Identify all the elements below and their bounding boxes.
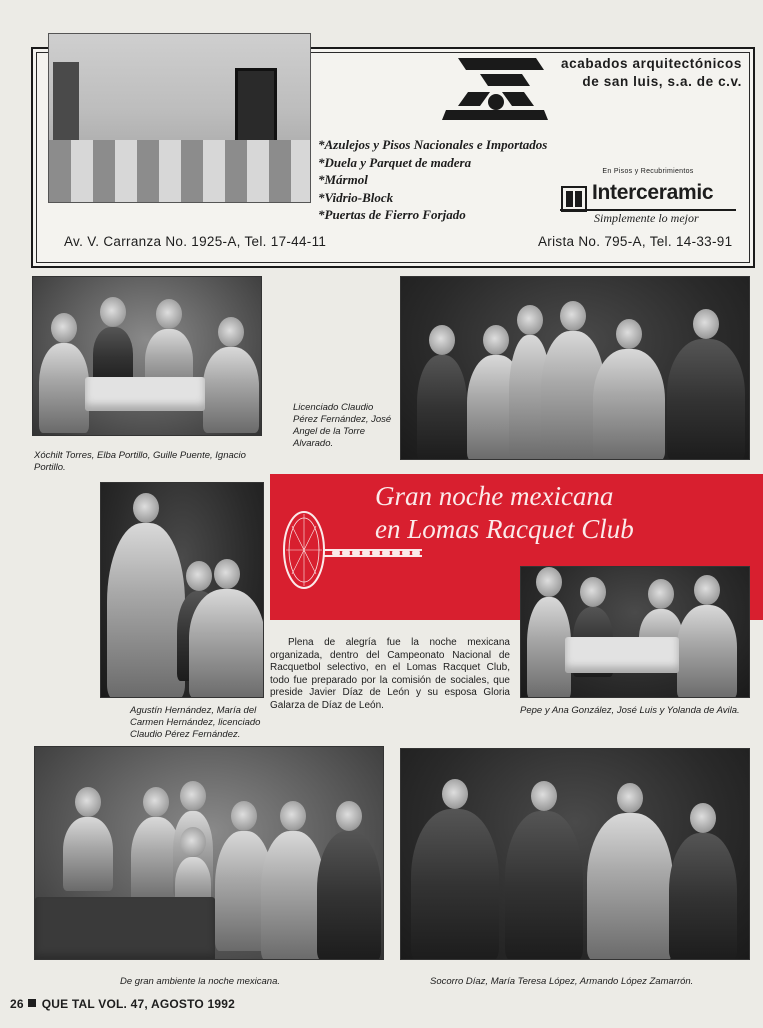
address-left: Av. V. Carranza No. 1925-A, Tel. 17-44-11 — [64, 234, 327, 249]
article-body-paragraph: Plena de alegría fue la noche mexicana organizada, dentro del Campeonato Nacional de Racquetbol selectivo, en el Lomas Racquet Club, todo fue preparado por la comisión de sociales, que preside Javier Díaz de León y su esposa Gloria Galarza de Díaz de León. — [270, 637, 510, 711]
caption-photo-5: De gran ambiente la noche mexicana. — [120, 976, 281, 987]
brand-slogan: Simplemente lo mejor — [594, 211, 699, 225]
company-name-line2: de san luis, s.a. de c.v. — [582, 74, 742, 89]
brand-name: Interceramic — [592, 181, 714, 204]
photo-three-people — [100, 482, 264, 698]
company-name-line1: acabados arquitectónicos — [561, 56, 742, 71]
photo-table-couples — [520, 566, 750, 698]
product-item: *Duela y Parquet de madera — [318, 154, 472, 170]
address-right: Arista No. 795-A, Tel. 14-33-91 — [538, 234, 733, 249]
photo-table-group — [32, 276, 262, 436]
magazine-issue: QUE TAL VOL. 47, AGOSTO 1992 — [41, 997, 235, 1011]
article-title-line1: Gran noche mexicana — [375, 481, 614, 511]
company-name — [542, 55, 742, 91]
showroom-photo — [48, 33, 311, 203]
article-body — [270, 637, 510, 712]
caption-photo-6: Socorro Díaz, María Teresa López, Armando López Zamarrón. — [430, 976, 694, 987]
square-bullet-icon — [28, 999, 36, 1007]
page-footer — [10, 997, 235, 1011]
caption-photo-1: Xóchilt Torres, Elba Portillo, Guille Puente, Ignacio Portillo. — [34, 450, 246, 473]
company-logo-icon — [440, 56, 550, 122]
photo-party-ambience — [34, 746, 384, 960]
photo-standing-group — [400, 276, 750, 460]
product-list — [318, 136, 598, 224]
caption-photo-4: Pepe y Ana González, José Luis y Yolanda de Avila. — [520, 705, 740, 716]
caption-photo-3: Agustín Hernández, María del Carmen Hernández, licenciado Claudio Pérez Fernández. — [130, 705, 261, 740]
recubrimientos-label: En Pisos y Recubrimientos — [602, 168, 694, 175]
product-item: *Vidrio-Block — [318, 189, 394, 205]
product-item: *Puertas de Fierro Forjado — [318, 207, 466, 223]
photo-four-seated — [400, 748, 750, 960]
page-number: 26 — [10, 997, 24, 1011]
product-item: *Azulejos y Pisos Nacionales e Importados — [318, 137, 548, 152]
article-title — [375, 480, 763, 546]
article-title-line2: en Lomas Racquet Club — [375, 514, 634, 544]
product-item: *Mármol — [318, 172, 368, 188]
caption-photo-2: Licenciado Claudio Pérez Fernández, José Angel de la Torre Alvarado. — [293, 402, 392, 449]
